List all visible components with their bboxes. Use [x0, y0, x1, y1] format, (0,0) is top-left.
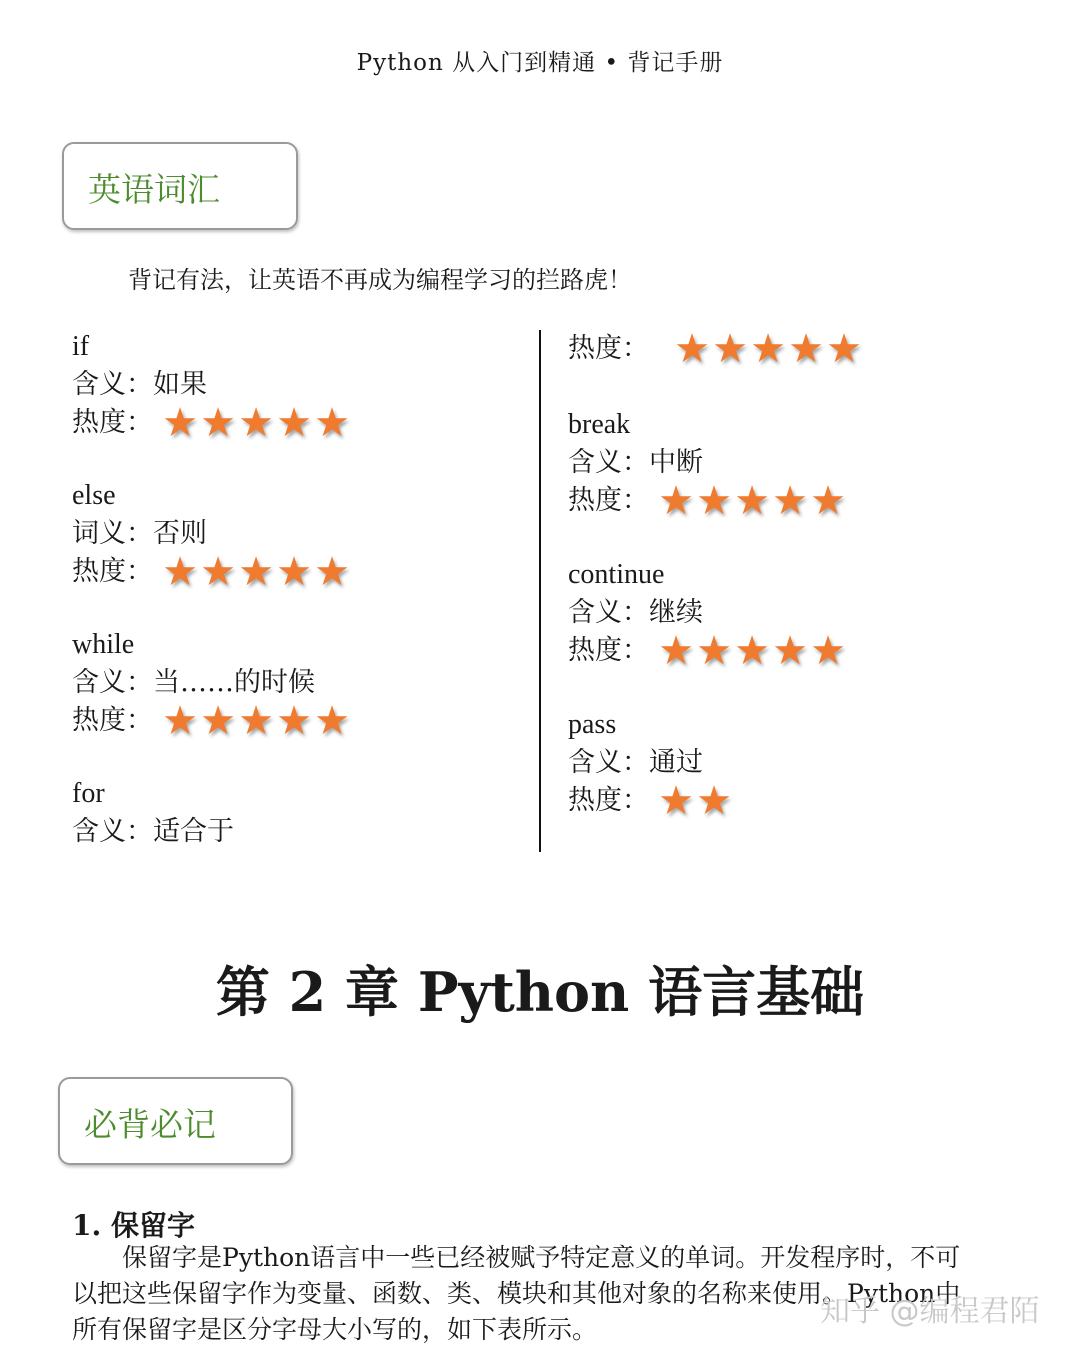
vocab-word: for [72, 778, 105, 809]
meaning-text: 如果 [153, 369, 207, 400]
vocab-heat [72, 698, 351, 744]
meaning-text: 继续 [649, 597, 703, 628]
vocab-left-column [72, 328, 351, 851]
vocab-heat [568, 478, 863, 524]
paragraph-line: 所有保留字是区分字母大小写的，如下表所示。 [72, 1315, 598, 1344]
star-icon: ★ [276, 549, 312, 595]
star-icon: ★ [788, 326, 824, 372]
star-icon: ★ [238, 549, 274, 595]
vocab-word: else [72, 480, 116, 511]
star-icon: ★ [162, 549, 198, 595]
star-icon: ★ [696, 778, 732, 824]
column-divider [539, 330, 541, 852]
vocab-heat [568, 326, 863, 372]
star-icon: ★ [712, 326, 748, 372]
star-icon: ★ [734, 628, 770, 674]
meaning-label: 含义： [568, 447, 649, 478]
star-icon: ★ [314, 400, 350, 446]
memorize-section-box [58, 1077, 293, 1165]
heat-label: 热度： [568, 785, 649, 816]
vocab-right-column [568, 326, 863, 824]
heat-rating [673, 326, 863, 372]
vocab-word: break [568, 409, 631, 440]
heat-label: 热度： [72, 705, 153, 736]
heat-rating [657, 778, 733, 824]
heat-rating [161, 698, 351, 744]
vocab-section-title: 英语词汇 [88, 170, 220, 209]
paragraph-line: 以把这些保留字作为变量、函数、类、模块和其他对象的名称来使用。Python中 [72, 1279, 961, 1308]
meaning-text: 否则 [153, 518, 207, 549]
star-icon: ★ [772, 478, 808, 524]
star-icon: ★ [314, 549, 350, 595]
star-icon: ★ [696, 628, 732, 674]
vocab-heat [72, 549, 351, 595]
meaning-text: 当……的时候 [153, 667, 315, 698]
star-icon: ★ [658, 628, 694, 674]
meaning-label: 含义： [72, 667, 153, 698]
star-icon: ★ [810, 478, 846, 524]
vocab-entry [568, 556, 863, 674]
vocab-word: while [72, 629, 135, 660]
heat-label: 热度： [72, 556, 153, 587]
heat-rating [657, 628, 847, 674]
vocab-entry [72, 775, 351, 851]
meaning-label: 含义： [568, 747, 649, 778]
meaning-text: 中断 [649, 447, 703, 478]
vocab-entry [568, 706, 863, 824]
vocab-heat [568, 628, 863, 674]
paragraph-line: 保留字是Python语言中一些已经被赋予特定意义的单词。开发程序时，不可 [72, 1243, 961, 1272]
star-icon: ★ [238, 400, 274, 446]
star-icon: ★ [200, 698, 236, 744]
page-header: Python 从入门到精通 • 背记手册 [356, 50, 724, 76]
chapter-title: 第 2 章 Python 语言基础 [215, 960, 865, 1024]
tagline: 背记有法，让英语不再成为编程学习的拦路虎！ [128, 266, 632, 294]
meaning-label: 含义： [72, 369, 153, 400]
vocab-entry [72, 328, 351, 446]
heat-label: 热度： [568, 333, 649, 364]
star-icon: ★ [658, 778, 694, 824]
section-heading: 1. 保留字 [72, 1209, 195, 1242]
vocab-word: pass [568, 709, 617, 740]
star-icon: ★ [696, 478, 732, 524]
vocab-entry [72, 477, 351, 595]
star-icon: ★ [162, 400, 198, 446]
meaning-label: 含义： [72, 816, 153, 847]
star-icon: ★ [238, 698, 274, 744]
memorize-section-title: 必背必记 [84, 1105, 216, 1144]
heat-rating [161, 400, 351, 446]
heat-label: 热度： [568, 485, 649, 516]
vocab-word: if [72, 331, 90, 362]
vocab-heat [72, 400, 351, 446]
heat-rating [657, 478, 847, 524]
vocab-meaning [568, 594, 863, 632]
heat-rating [161, 549, 351, 595]
vocab-section-box [62, 142, 298, 230]
star-icon: ★ [162, 698, 198, 744]
meaning-label: 含义： [568, 597, 649, 628]
star-icon: ★ [200, 400, 236, 446]
star-icon: ★ [276, 698, 312, 744]
meaning-label: 词义： [72, 518, 153, 549]
meaning-text: 适合于 [153, 816, 234, 847]
vocab-meaning [568, 444, 863, 482]
star-icon: ★ [734, 478, 770, 524]
star-icon: ★ [200, 549, 236, 595]
vocab-meaning [72, 813, 351, 851]
heat-label: 热度： [568, 635, 649, 666]
star-icon: ★ [772, 628, 808, 674]
star-icon: ★ [826, 326, 862, 372]
meaning-text: 通过 [649, 747, 703, 778]
star-icon: ★ [674, 326, 710, 372]
star-icon: ★ [276, 400, 312, 446]
vocab-heat [568, 778, 863, 824]
star-icon: ★ [314, 698, 350, 744]
vocab-meaning [72, 664, 351, 702]
vocab-meaning [72, 515, 351, 553]
vocab-meaning [72, 366, 351, 404]
heat-label: 热度： [72, 407, 153, 438]
star-icon: ★ [750, 326, 786, 372]
vocab-word: continue [568, 559, 665, 590]
vocab-meaning [568, 744, 863, 782]
vocab-entry [568, 406, 863, 524]
watermark: 知乎 @编程君陌 [820, 1294, 1040, 1329]
vocab-entry [568, 326, 863, 372]
star-icon: ★ [658, 478, 694, 524]
star-icon: ★ [810, 628, 846, 674]
vocab-entry [72, 626, 351, 744]
